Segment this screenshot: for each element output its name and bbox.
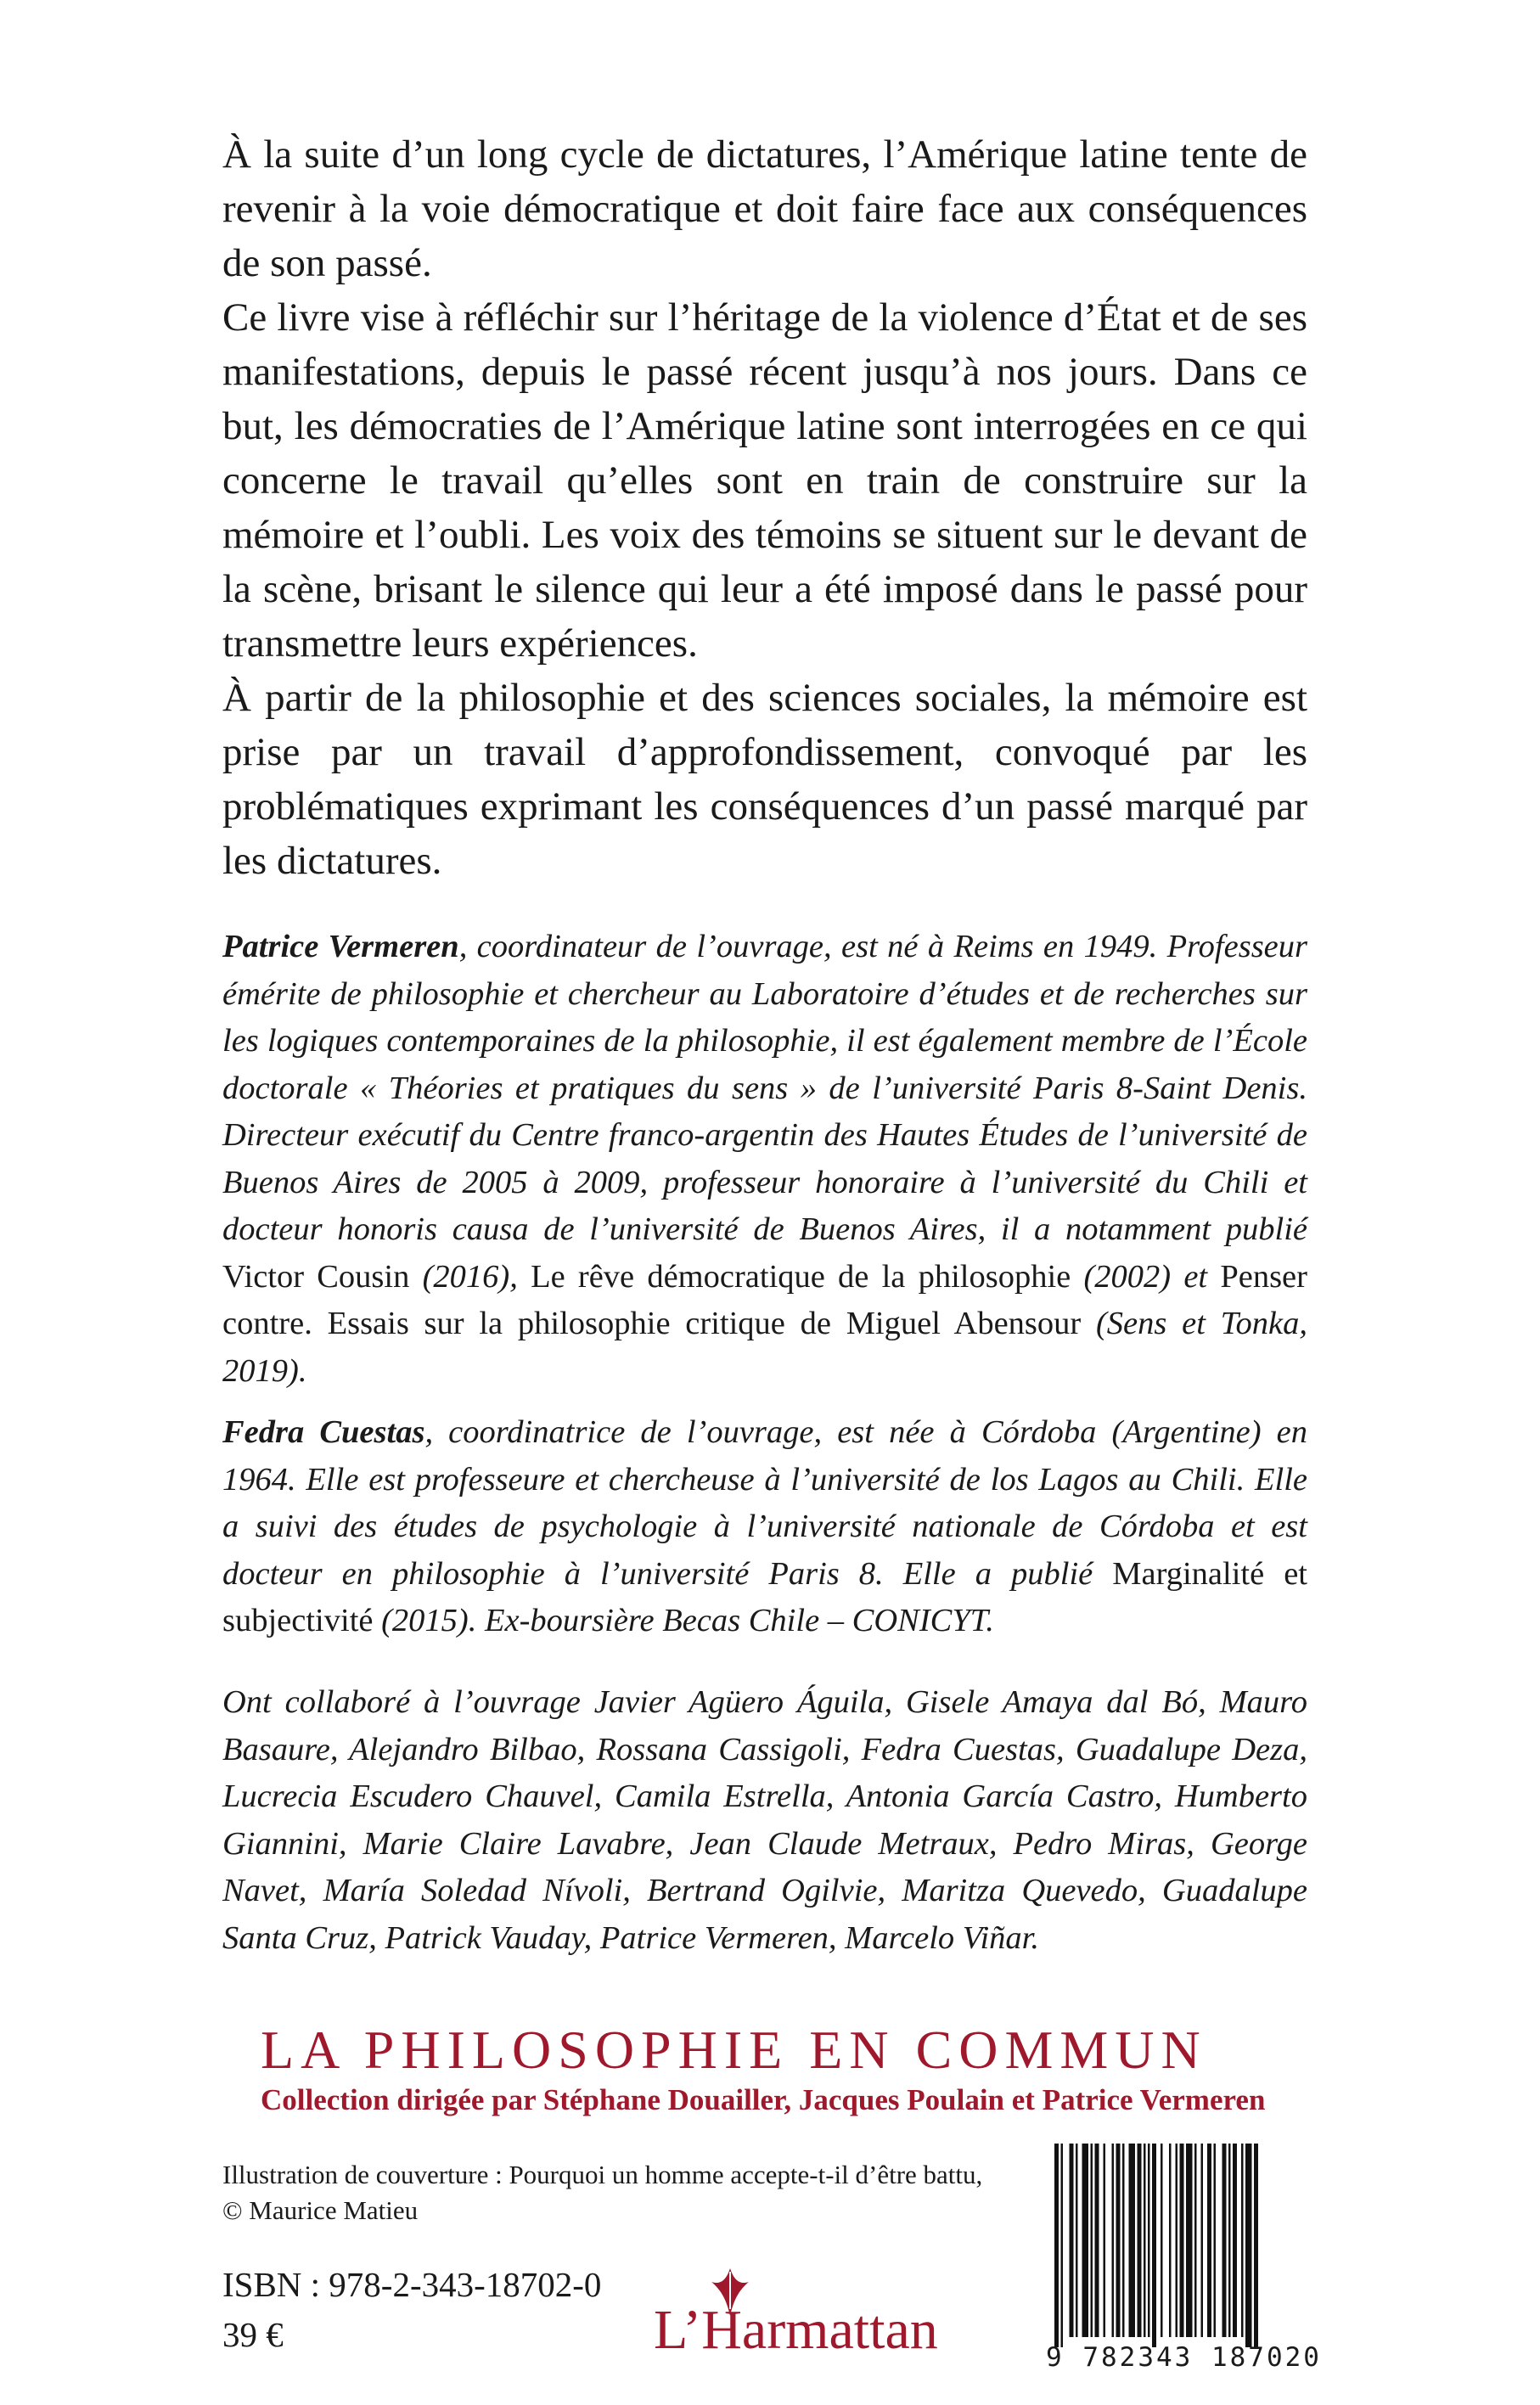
author-bio-cuestas	[222, 1409, 1307, 1645]
barcode-bar	[1245, 2144, 1252, 2347]
barcode-bar	[1194, 2144, 1197, 2337]
barcode-bar	[1116, 2144, 1121, 2337]
barcode-bar	[1148, 2144, 1150, 2337]
bio-text: (Sens et Tonka, 2019).	[222, 1306, 1307, 1389]
barcode-bar	[1054, 2144, 1059, 2347]
barcode-bar	[1152, 2144, 1156, 2347]
barcode-bar	[1161, 2144, 1163, 2337]
back-cover-intro	[222, 127, 1307, 888]
bio-text: (2002) et	[1071, 1258, 1221, 1295]
author-bio-vermeren	[222, 924, 1307, 1395]
intro-paragraph-1: À la suite d’un long cycle de dictatures, l’Amérique latine tente de revenir à la voie démocratique et doit faire face aux conséquences de son passé.	[222, 132, 1307, 285]
bio-text: , coordinatrice de l’ouvrage, est née à Córdoba (Argentine) en 1964. Elle est professeure et chercheuse à l’université de los Lagos au Chili. Elle a suivi des études de psychologie à l’université nationale de Córdoba et est docteur en philosophie à l’université Paris 8. Elle a publié	[222, 1414, 1307, 1592]
barcode-bar	[1222, 2144, 1227, 2337]
book-title: Victor Cousin	[222, 1258, 410, 1295]
series-subtitle: Collection dirigée par Stéphane Douailler, Jacques Poulain et Patrice Vermeren	[261, 2083, 1266, 2116]
barcode-bar	[1144, 2144, 1146, 2337]
bio-text: , coordinateur de l’ouvrage, est né à Reims en 1949. Professeur émérite de philosophie et chercheur au Laboratoire d’études et de recherches sur les logiques contemporaines de la philosophie, il est également membre de l’École doctorale « Théories et pratiques du sens » de l’université Paris 8-Saint Denis. Directeur exécutif du Centre franco-argentin des Hautes Études de l’université de Buenos Aires de 2005 à 2009, professeur honoraire à l’université du Chili et docteur honoris causa de l’université de Buenos Aires, il a notamment publié	[222, 929, 1307, 1247]
barcode-bar	[1233, 2144, 1237, 2337]
barcode-bar	[1091, 2144, 1093, 2337]
publisher-logo	[654, 2267, 938, 2361]
author-name: Patrice Vermeren	[222, 929, 459, 964]
barcode-bar	[1138, 2144, 1142, 2337]
barcode-bar	[1176, 2144, 1178, 2337]
intro-paragraph-3: À partir de la philosophie et des sciences sociales, la mémoire est prise par un travail d’approfondissement, convoqué par les problématiques exprimant les conséquences d’un passé marqué par les dictatures.	[222, 676, 1307, 883]
barcode-bar	[1207, 2144, 1211, 2337]
book-title: Le rêve démocratique de la philosophie	[531, 1258, 1071, 1295]
barcode-bar	[1112, 2144, 1115, 2337]
barcode-bar	[1076, 2144, 1078, 2337]
collaborators-list	[222, 1679, 1307, 1962]
barcode-bar	[1186, 2144, 1193, 2337]
cover-credit-line-2: © Maurice Matieu	[222, 2195, 419, 2225]
bio-text: (2015). Ex-boursière Becas Chile – CONICYT.	[373, 1603, 994, 1638]
barcode-bar	[1082, 2144, 1089, 2337]
barcode-bar	[1241, 2144, 1244, 2337]
barcode-bar	[1169, 2144, 1172, 2337]
price: 39 €	[222, 2315, 284, 2354]
bio-text: (2016),	[409, 1258, 531, 1295]
book-title: Marginalité et subjectivité	[222, 1555, 1307, 1638]
isbn: ISBN : 978-2-343-18702-0	[222, 2265, 602, 2304]
intro-paragraph-2: Ce livre vise à réfléchir sur l’héritage de la violence d’État et de ses manifestations, depuis le passé récent jusqu’à nos jours. Dans ce but, les démocraties de l’Amérique latine sont interrogées en ce qui concerne le travail qu’elles sont en train de construire sur la mémoire et l’oubli. Les voix des témoins se situent sur le devant de la scène, brisant le silence qui leur a été imposé dans le passé pour transmettre leurs expériences.	[222, 295, 1307, 666]
barcode-bar	[1122, 2144, 1125, 2337]
barcode-bar	[1129, 2144, 1136, 2337]
ean13-barcode-icon	[1051, 2144, 1314, 2373]
barcode-bar	[1104, 2144, 1106, 2337]
barcode-bar	[1201, 2144, 1204, 2337]
barcode-bar	[1180, 2144, 1184, 2337]
series-title: LA PHILOSOPHIE EN COMMUN	[261, 2020, 1207, 2080]
barcode-bar	[1254, 2144, 1258, 2347]
publisher-name: L’Harmattan	[654, 2299, 938, 2361]
barcode-bar	[1070, 2144, 1074, 2337]
barcode-bar	[1061, 2144, 1064, 2347]
cover-credit-line-1: Illustration de couverture : Pourquoi un homme accepte-t-il d’être battu,	[222, 2160, 983, 2189]
barcode-bar	[1228, 2144, 1231, 2337]
author-name: Fedra Cuestas	[222, 1414, 425, 1450]
barcode-digits: 9 782343 187020	[1046, 2342, 1322, 2373]
book-title: Penser contre. Essais sur la philosophie critique de Miguel Abensour	[222, 1258, 1307, 1341]
barcode-bar	[1214, 2144, 1217, 2337]
collaborators-text: Ont collaboré à l’ouvrage Javier Agüero Águila, Gisele Amaya dal Bó, Mauro Basaure, Alejandro Bilbao, Rossana Cassigoli, Fedra Cuestas, Guadalupe Deza, Lucrecia Escudero Chauvel, Camila Estrella, Antonia García Castro, Humberto Giannini, Marie Claire Lavabre, Jean Claude Metraux, Pedro Miras, George Navet, María Soledad Nívoli, Bertrand Ogilvie, Maritza Quevedo, Guadalupe Santa Cruz, Patrick Vauday, Patrice Vermeren, Marcelo Viñar.	[222, 1684, 1307, 1956]
barcode-bar	[1095, 2144, 1099, 2337]
cover-credit	[222, 2157, 982, 2228]
